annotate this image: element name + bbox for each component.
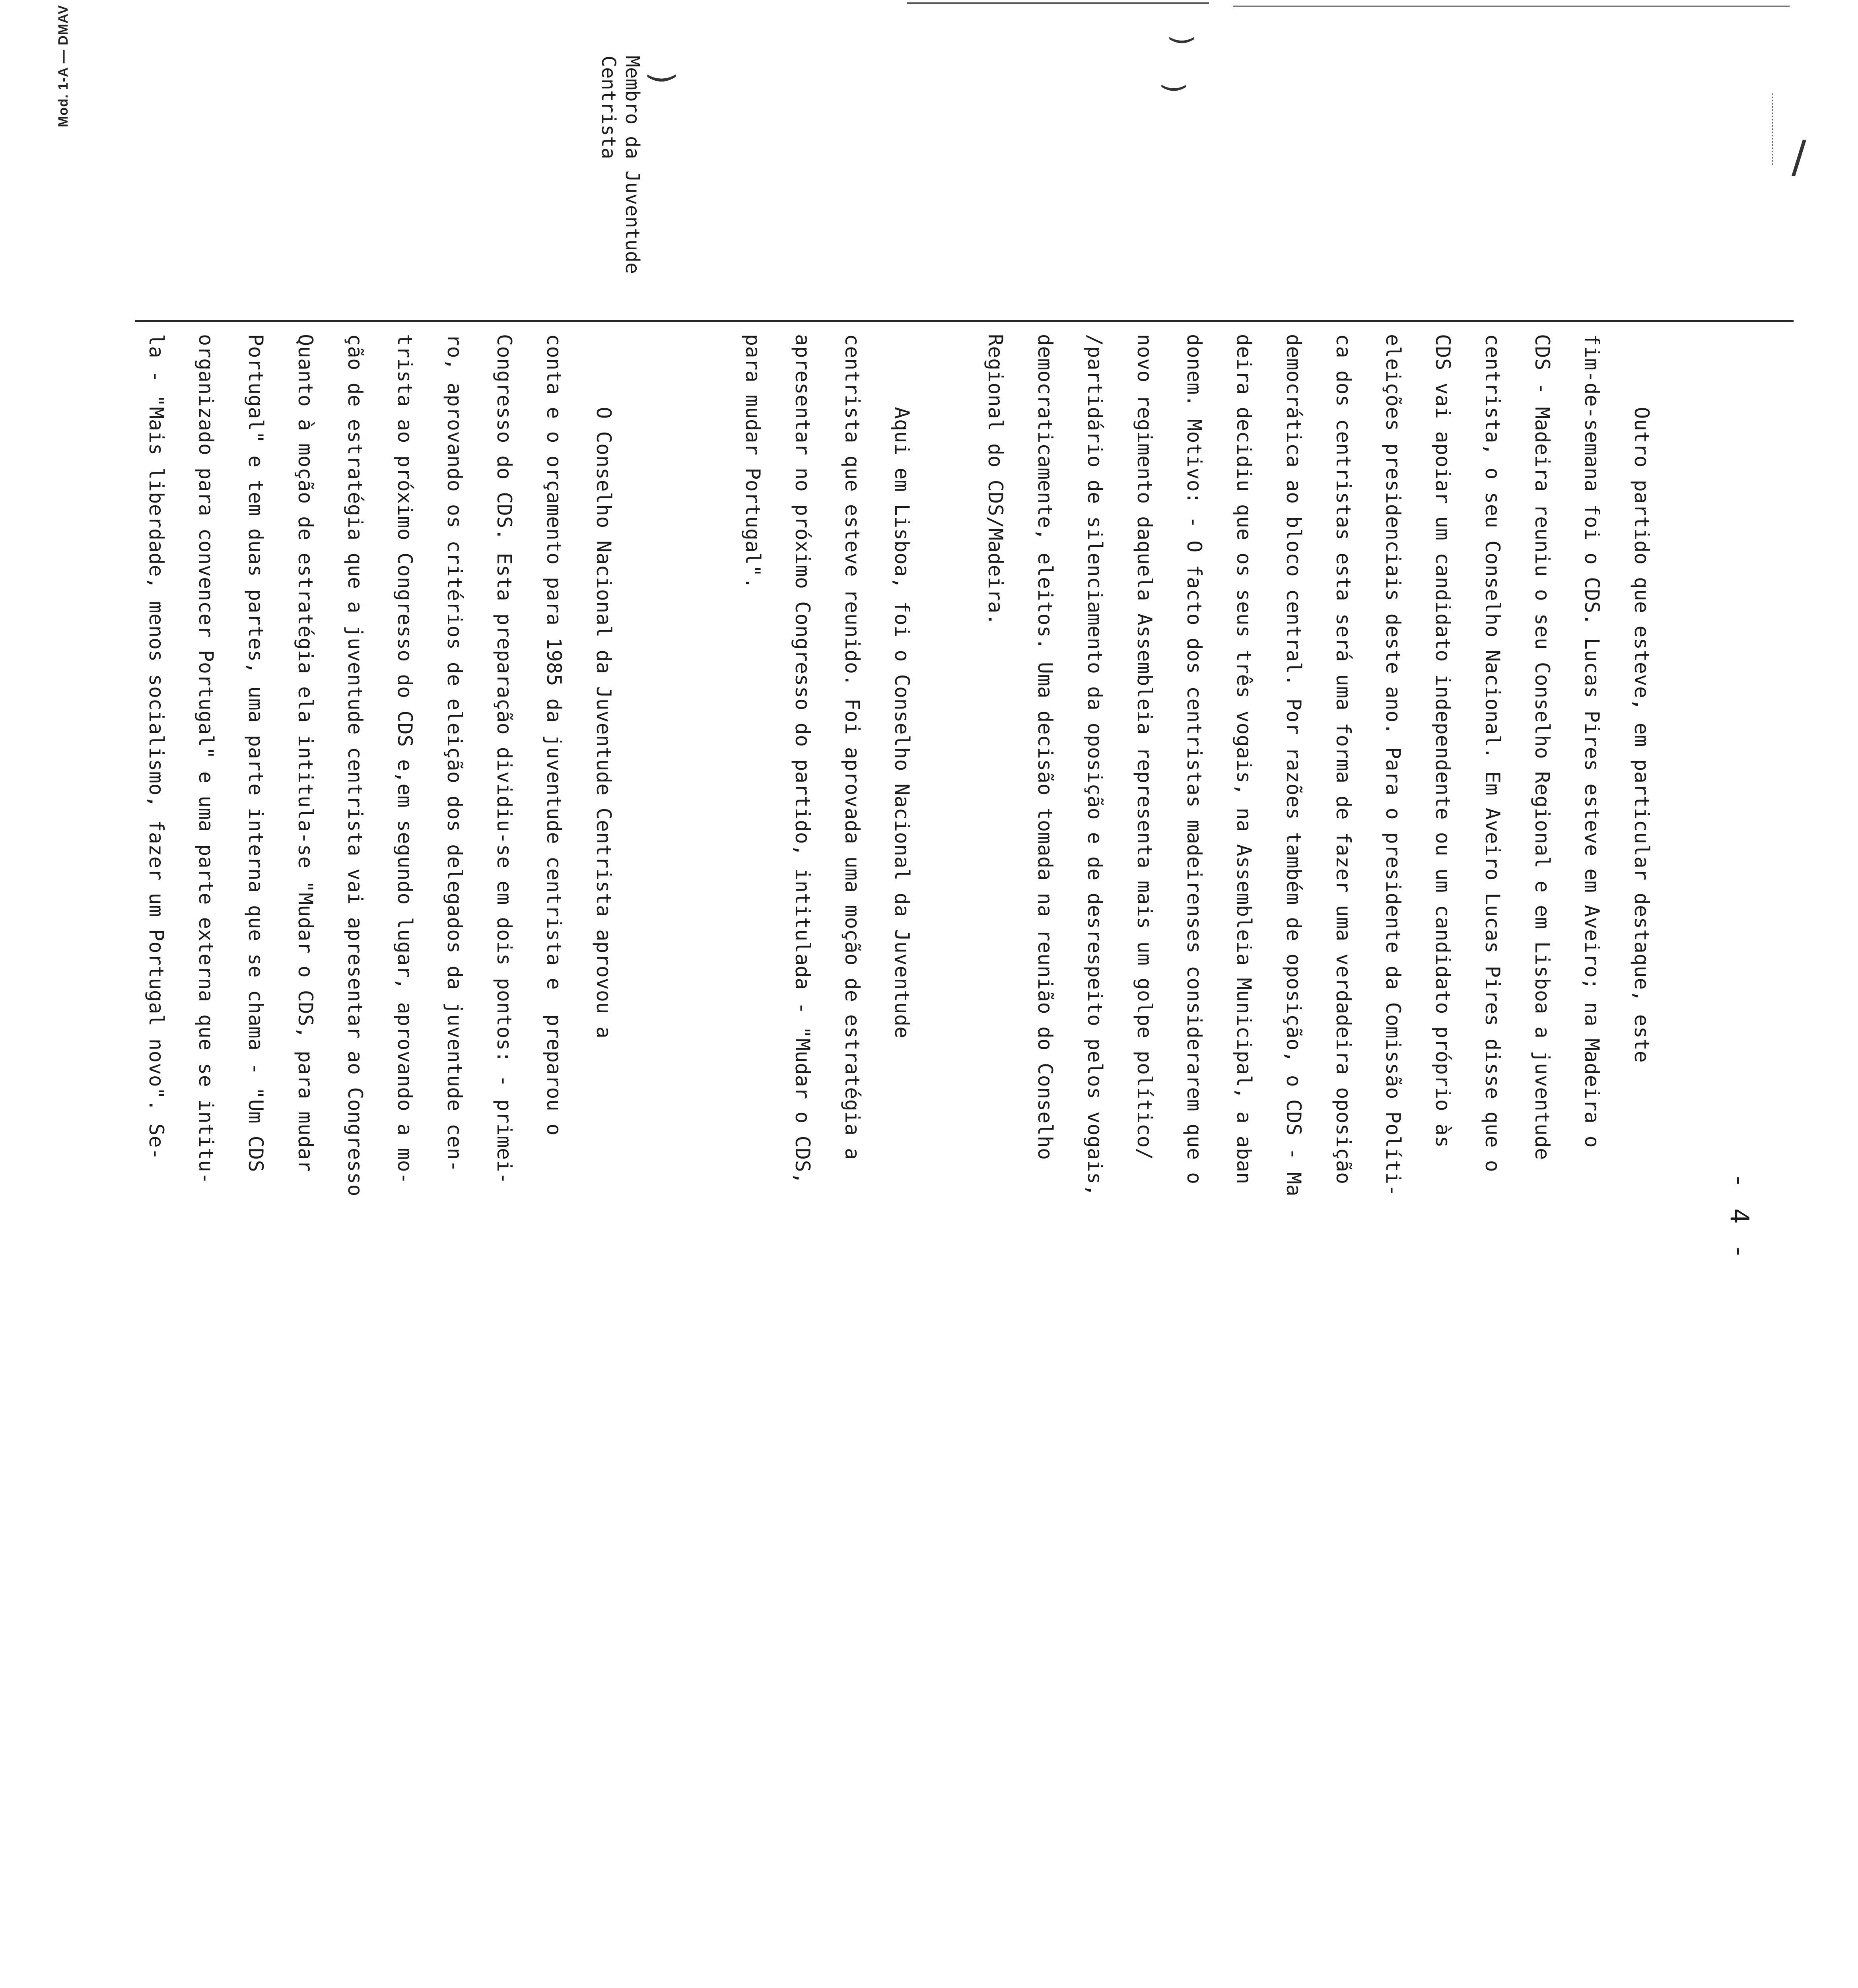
form-code-label: Mod. 1-A — DMAV — [56, 5, 71, 127]
column-separator-line — [135, 320, 1794, 322]
text-line: O Conselho Nacional da Juventude Centrista aprovou a — [592, 334, 615, 1039]
text-line: Aqui em Lisboa, foi o Conselho Nacional da Juventude — [890, 334, 913, 1039]
text-line: Congresso do CDS. Esta preparação dividiu-se em dois pontos: - primei- — [493, 334, 516, 1184]
text-line: donem. Motivo: - O facto dos centristas madeirenses considerarem que o — [1183, 334, 1206, 1184]
paragraph-2 — [728, 334, 927, 1184]
text-line: democrática ao bloco central. Por razões também de oposição, o CDS - Ma — [1282, 334, 1305, 1197]
margin-note-line: Membro da Juventude — [621, 56, 643, 274]
text-line: ca dos centristas esta será uma forma de fazer uma verdadeira oposição — [1332, 334, 1355, 1184]
slash-mark-icon: / — [1792, 131, 1807, 182]
text-line: Portugal" e tem duas partes, uma parte interna que se chama - "Um CDS — [244, 334, 267, 1173]
text-line: eleições presidenciais deste ano. Para o presidente da Comissão Políti- — [1382, 334, 1405, 1197]
text-line: conta e o orçamento para 1985 da juventude centrista e preparou o — [542, 334, 566, 1136]
text-line: CDS vai apoiar um candidato independente ou um candidato próprio às — [1431, 334, 1454, 1148]
paragraph-1 — [970, 334, 1666, 1196]
text-line: Regional do CDS/Madeira. — [984, 334, 1007, 626]
text-line: novo regimento daquela Assembleia representa mais um golpe político/ — [1133, 334, 1156, 1160]
curve-mark-icon: ) — [1166, 35, 1199, 46]
curve-mark-icon: ) — [1158, 82, 1191, 93]
top-edge-stroke-2 — [1233, 6, 1790, 7]
text-line: apresentar no próximo Congresso do partido, intitulada - "Mudar o CDS, — [791, 334, 814, 1184]
dotted-margin-mark — [1772, 93, 1775, 165]
page-number: - 4 - — [1724, 1173, 1754, 1262]
text-line: Quanto à moção de estratégia ela intitula-se "Mudar o CDS, para mudar — [294, 334, 317, 1173]
text-line: centrista, o seu Conselho Nacional. Em Aveiro Lucas Pires disse que o — [1481, 334, 1504, 1173]
text-line: para mudar Portugal". — [741, 334, 764, 589]
text-line: trista ao próximo Congresso do CDS e,em segundo lugar, aprovando a mo- — [393, 334, 416, 1184]
margin-note-line: Centrista — [597, 56, 620, 159]
text-line: /partidário de silenciamento da oposição e de desrespeito pelos vogais, — [1083, 334, 1106, 1197]
text-line: CDS - Madeira reuniu o seu Conselho Regional e em Lisboa a juventude — [1531, 334, 1554, 1160]
text-line: deira decidiu que os seus três vogais, na Assembleia Municipal, a aban — [1232, 334, 1256, 1184]
text-line: Outro partido que esteve, em particular destaque, este — [1630, 334, 1653, 1063]
text-line: la - "Mais liberdade, menos socialismo, fazer um Portugal novo". Se- — [145, 334, 168, 1160]
text-line: ção de estratégia que a juventude centrista vai apresentar ao Congresso — [344, 334, 367, 1197]
top-edge-stroke — [907, 2, 1209, 4]
margin-note — [597, 56, 644, 274]
text-line: ro, aprovando os critérios de eleição dos delegados da juventude cen- — [443, 334, 466, 1173]
paragraph-3 — [131, 334, 628, 1196]
curve-mark-icon: ) — [644, 72, 681, 85]
text-line: fim-de-semana foi o CDS. Lucas Pires esteve em Aveiro; na Madeira o — [1580, 334, 1603, 1148]
text-line: democraticamente, eleitos. Uma decisão tomada na reunião do Conselho — [1034, 334, 1057, 1160]
text-line: centrista que esteve reunido. Foi aprovada uma moção de estratégia a — [841, 334, 864, 1160]
text-line: organizado para convencer Portugal" e uma parte externa que se intitu- — [194, 334, 218, 1184]
